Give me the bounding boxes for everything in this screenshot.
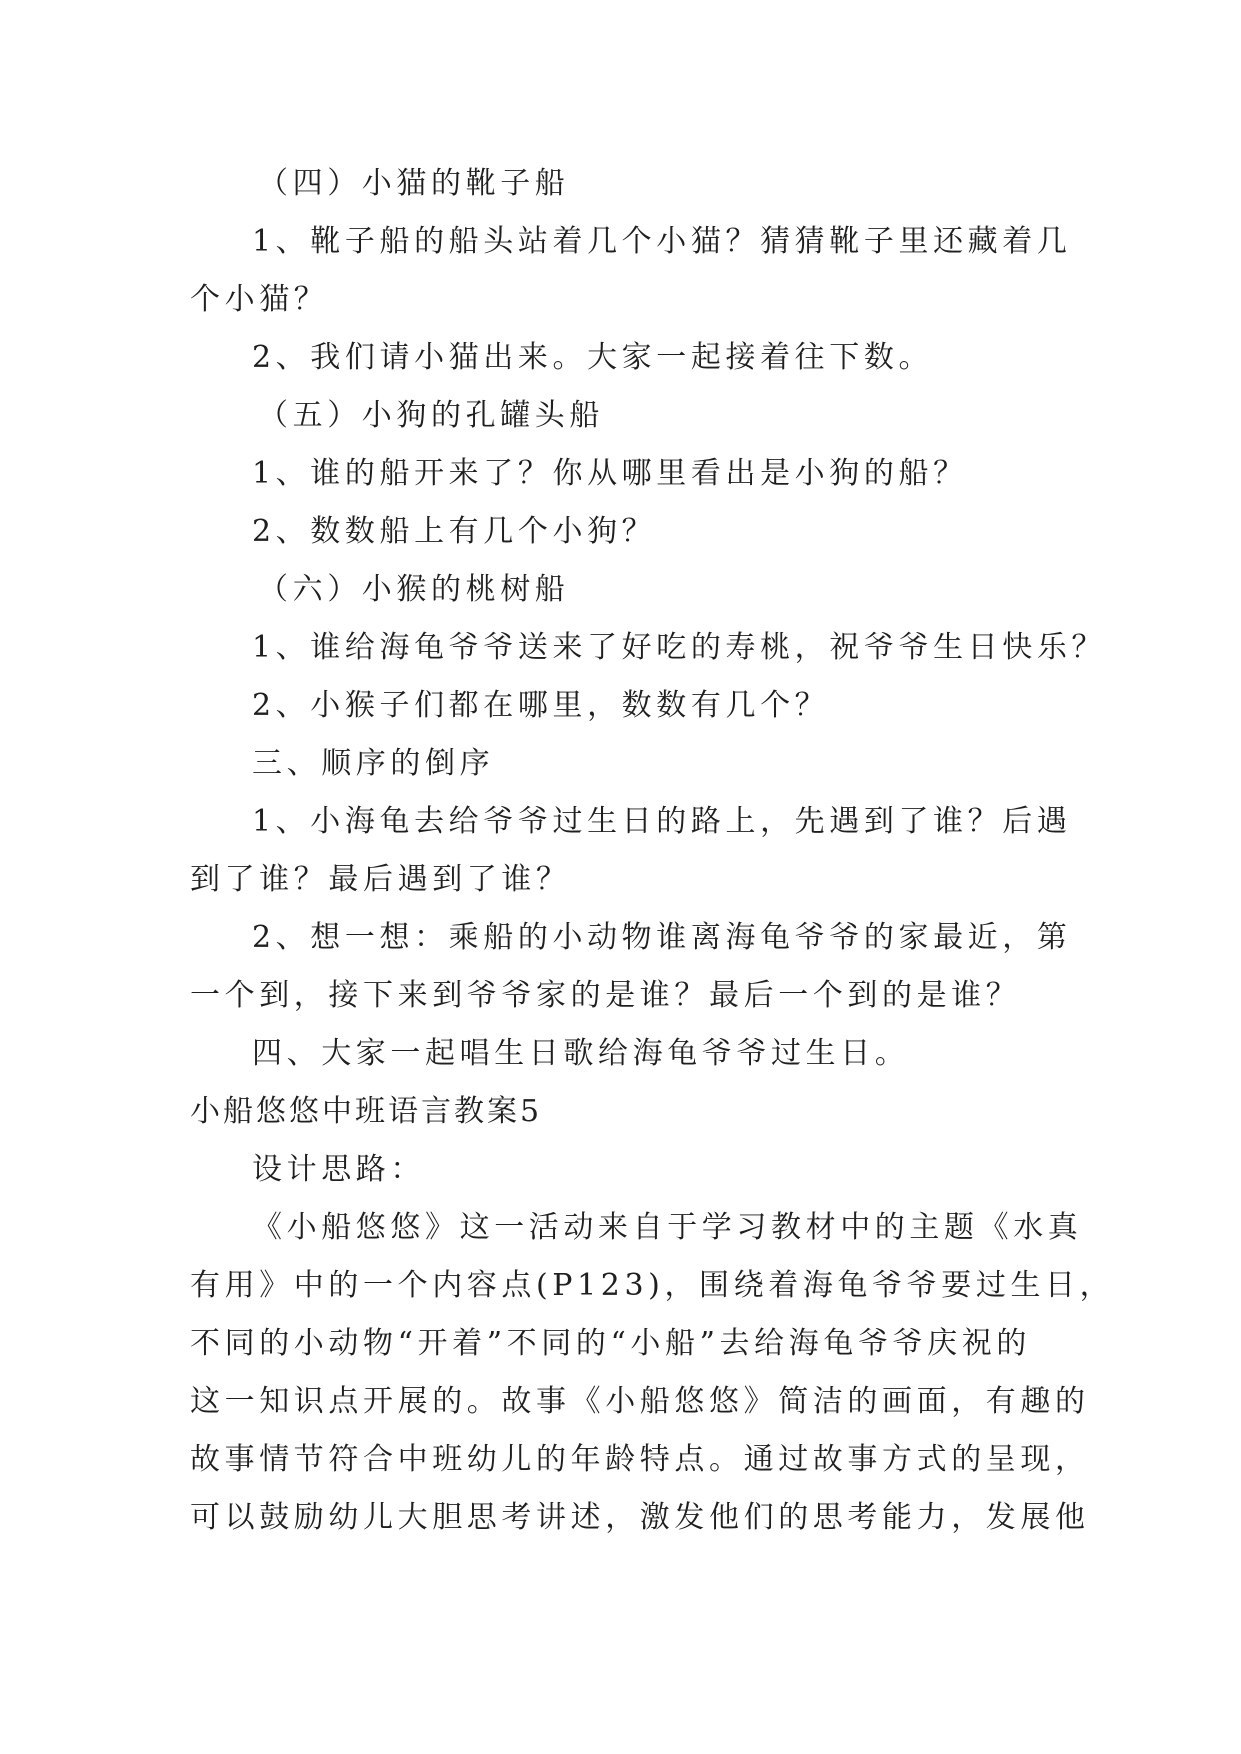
paragraph-line: 1、谁给海龟爷爷送来了好吃的寿桃，祝爷爷生日快乐？ — [252, 630, 1107, 665]
paragraph-line: 这一知识点开展的。故事《小船悠悠》简洁的画面，有趣的 — [190, 1384, 1090, 1419]
paragraph-line: 1、谁的船开来了？你从哪里看出是小狗的船？ — [252, 456, 968, 491]
paragraph-line: 2、我们请小猫出来。大家一起接着往下数。 — [252, 340, 934, 375]
paragraph-line: 到了谁？最后遇到了谁？ — [190, 862, 571, 897]
section-heading-three: 三、顺序的倒序 — [252, 746, 495, 781]
paragraph-line: 1、靴子船的船头站着几个小猫？猜猜靴子里还藏着几 — [252, 224, 1072, 259]
paragraph-line: 2、想一想：乘船的小动物谁离海龟爷爷的家最近，第 — [252, 920, 1072, 955]
section-heading-four-main: 四、大家一起唱生日歌给海龟爷爷过生日。 — [252, 1036, 910, 1071]
paragraph-line: 故事情节符合中班幼儿的年龄特点。通过故事方式的呈现， — [190, 1442, 1090, 1477]
section-heading-six: （六）小猴的桃树船 — [258, 572, 570, 607]
paragraph-line: 个小猫？ — [190, 282, 329, 317]
paragraph-line: 1、小海龟去给爷爷过生日的路上，先遇到了谁？后遇 — [252, 804, 1072, 839]
paragraph-line: 有用》中的一个内容点(P123)，围绕着海龟爷爷要过生日， — [190, 1268, 1115, 1303]
lesson-title: 小船悠悠中班语言教案5 — [190, 1094, 543, 1129]
paragraph-line: 一个到，接下来到爷爷家的是谁？最后一个到的是谁？ — [190, 978, 1021, 1013]
paragraph-line: 2、数数船上有几个小狗？ — [252, 514, 657, 549]
paragraph-line: 不同的小动物“开着”不同的“小船”去给海龟爷爷庆祝的 — [190, 1326, 1031, 1361]
section-heading-five: （五）小狗的孔罐头船 — [258, 398, 604, 433]
section-heading-four: （四）小猫的靴子船 — [258, 166, 570, 201]
subheading-design-idea: 设计思路： — [252, 1152, 425, 1187]
paragraph-line: 2、小猴子们都在哪里，数数有几个？ — [252, 688, 830, 723]
paragraph-line: 可以鼓励幼儿大胆思考讲述，激发他们的思考能力，发展他 — [190, 1500, 1090, 1535]
paragraph-line: 《小船悠悠》这一活动来自于学习教材中的主题《水真 — [252, 1210, 1083, 1245]
